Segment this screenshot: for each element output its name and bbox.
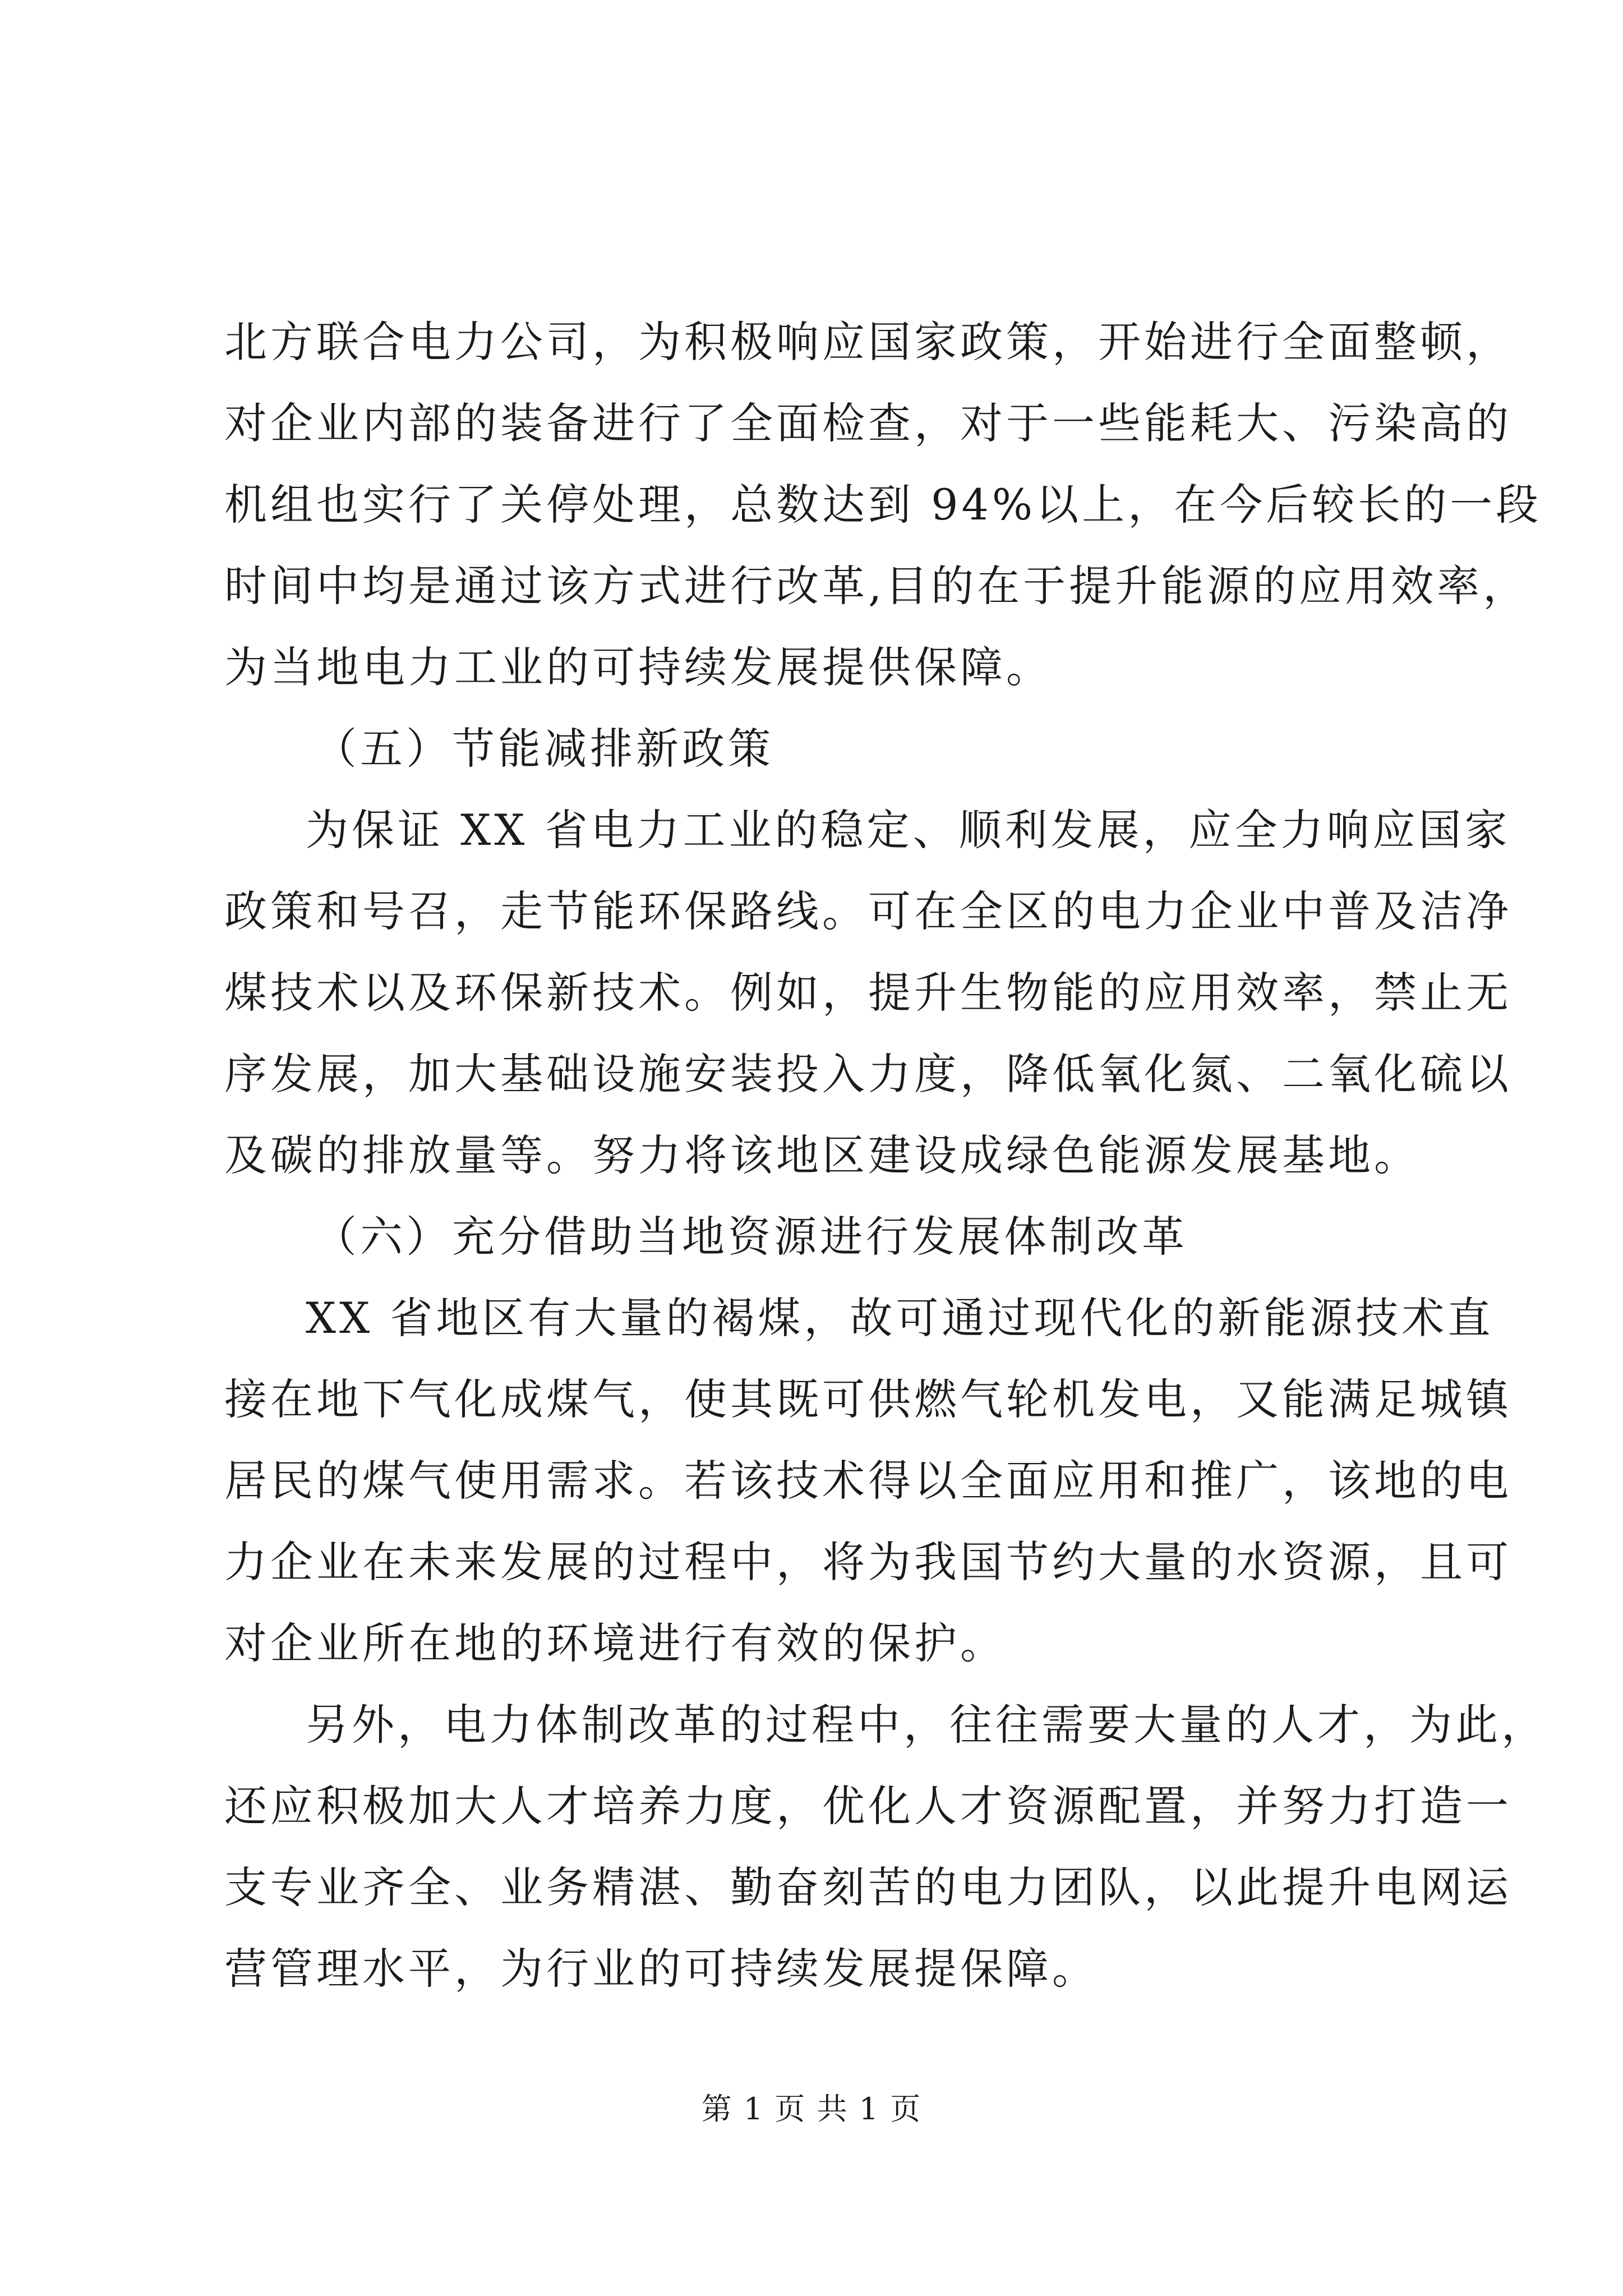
body-text-line: 力企业在未来发展的过程中，将为我国节约大量的水资源，且可	[224, 1537, 1512, 1587]
paragraph-first-line: 另外，电力体制改革的过程中，往往需要大量的人才，为此，	[306, 1700, 1547, 1750]
section-heading-6: （六）充分借助当地资源进行发展体制改革	[314, 1212, 1188, 1262]
body-text-line: 时间中均是通过该方式进行改革,目的在于提升能源的应用效率，	[224, 561, 1529, 611]
body-text-line: 对企业内部的装备进行了全面检查，对于一些能耗大、污染高的	[224, 398, 1512, 448]
page-footer: 第 1 页 共 1 页	[701, 2091, 922, 2127]
body-text-line: 北方联合电力公司，为积极响应国家政策，开始进行全面整顿，	[224, 317, 1512, 367]
body-text-line: 政策和号召，走节能环保路线。可在全区的电力企业中普及洁净	[224, 886, 1512, 936]
body-text-line: 支专业齐全、业务精湛、勤奋刻苦的电力团队，以此提升电网运	[224, 1862, 1512, 1912]
body-text-line: 煤技术以及环保新技术。例如，提升生物能的应用效率，禁止无	[224, 968, 1512, 1018]
body-text-line: 及碳的排放量等。努力将该地区建设成绿色能源发展基地。	[224, 1130, 1420, 1180]
body-text-line: 还应积极加大人才培养力度，优化人才资源配置，并努力打造一	[224, 1781, 1512, 1831]
body-text-line: 机组也实行了关停处理，总数达到 94%以上，在今后较长的一段	[224, 480, 1542, 530]
body-text-line: 居民的煤气使用需求。若该技术得以全面应用和推广，该地的电	[224, 1456, 1512, 1506]
paragraph-first-line: 为保证 XX 省电力工业的稳定、顺利发展，应全力响应国家	[306, 805, 1511, 855]
body-text-line: 为当地电力工业的可持续发展提供保障。	[224, 642, 1052, 692]
body-text-line: 对企业所在地的环境进行有效的保护。	[224, 1618, 1006, 1668]
body-text-line: 接在地下气化成煤气，使其既可供燃气轮机发电，又能满足城镇	[224, 1374, 1512, 1424]
paragraph-first-line: XX 省地区有大量的褐煤，故可通过现代化的新能源技术直	[306, 1293, 1494, 1343]
body-text-line: 营管理水平，为行业的可持续发展提保障。	[224, 1944, 1098, 1994]
section-heading-5: （五）节能减排新政策	[314, 724, 774, 774]
body-text-line: 序发展，加大基础设施安装投入力度，降低氧化氮、二氧化硫以	[224, 1049, 1512, 1099]
